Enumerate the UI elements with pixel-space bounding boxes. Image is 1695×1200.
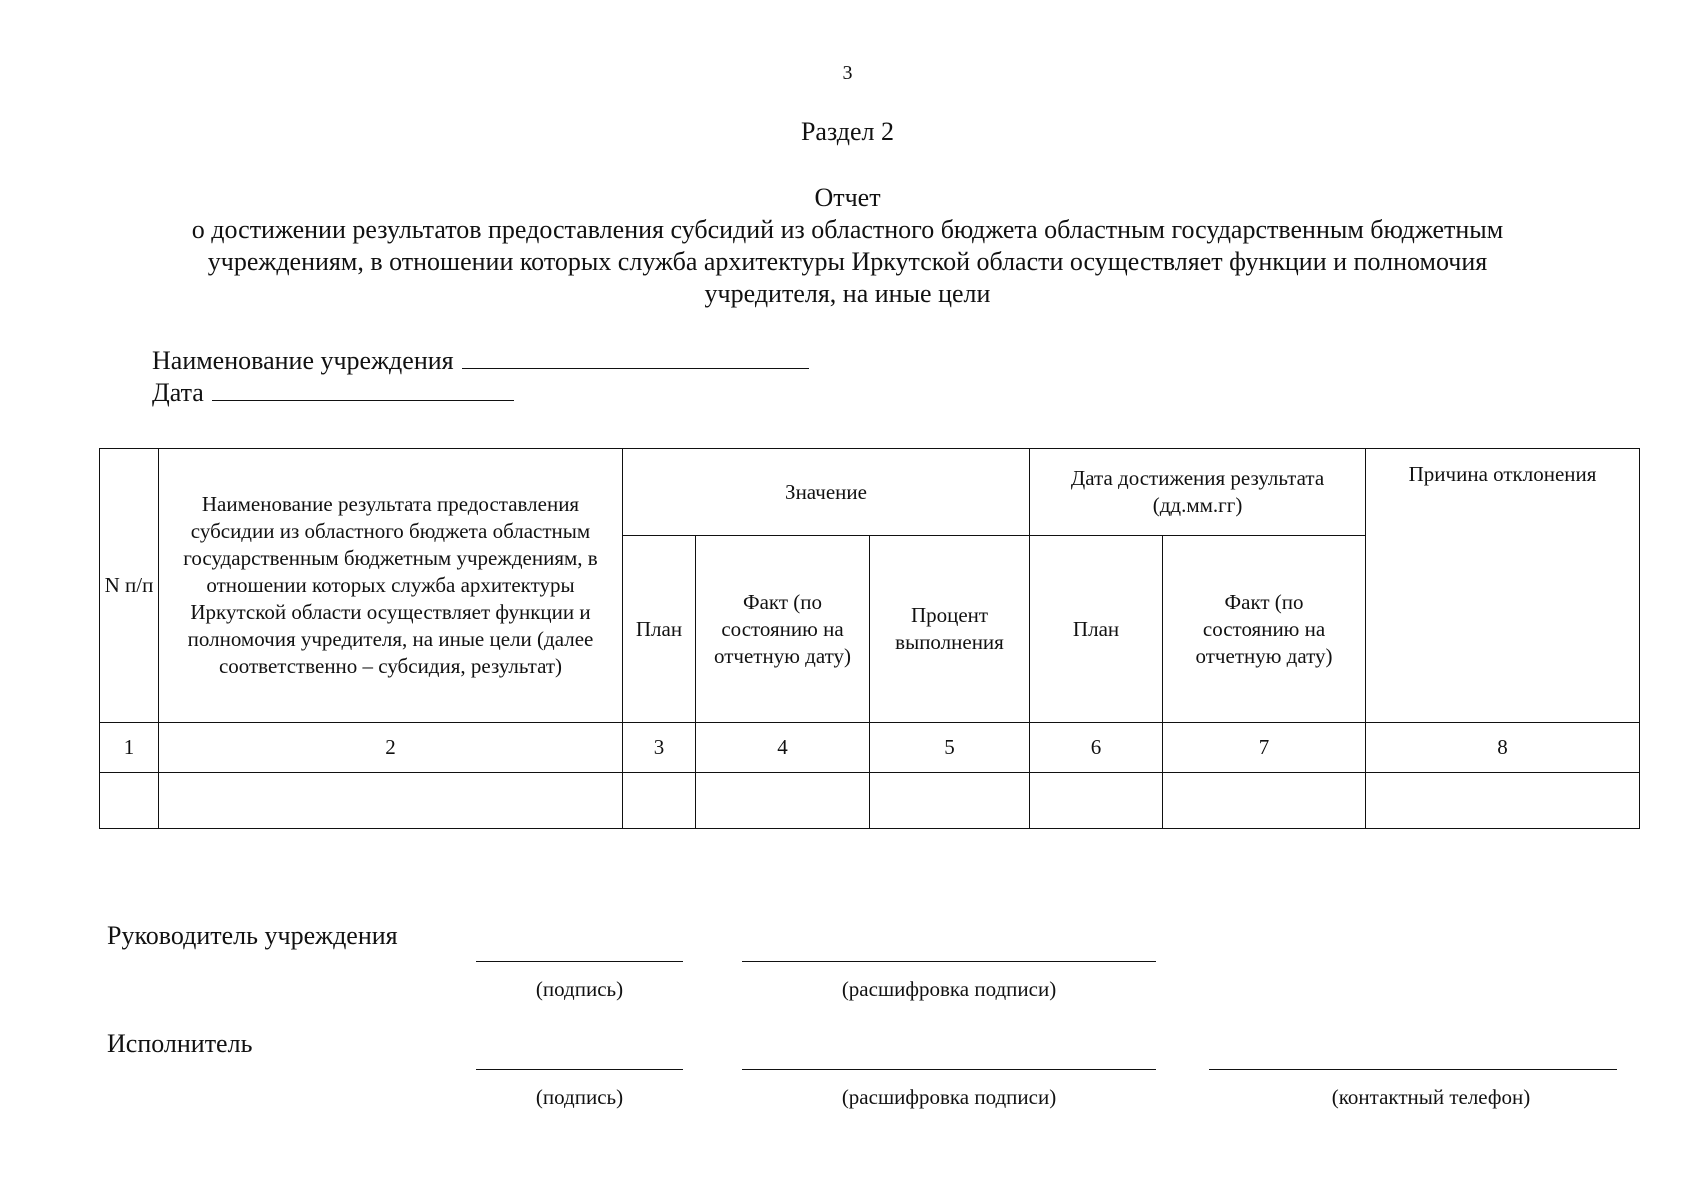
section-title: Раздел 2 — [800, 117, 895, 146]
table-row — [100, 773, 1640, 829]
report-subtitle-line-3: учредителя, на иные цели — [704, 279, 991, 308]
page-number: 3 — [842, 62, 853, 84]
report-heading — [90, 182, 1605, 310]
head-decoding-line[interactable] — [742, 961, 1156, 962]
header-num: N п/п — [100, 449, 159, 723]
column-number-row — [100, 723, 1640, 773]
executor-phone-caption: (контактный телефон) — [1331, 1085, 1531, 1109]
table-cell[interactable] — [1163, 773, 1366, 829]
head-signature-line[interactable] — [476, 961, 683, 962]
date-label: Дата — [152, 378, 204, 407]
head-label: Руководитель учреждения — [107, 921, 398, 950]
column-number: 3 — [623, 723, 696, 773]
column-number: 4 — [696, 723, 870, 773]
head-signature-caption: (подпись) — [535, 977, 624, 1001]
head-decoding-caption: (расшифровка подписи) — [841, 977, 1057, 1001]
header-date-plan: План — [1030, 536, 1163, 723]
institution-name-blank[interactable] — [462, 346, 809, 369]
header-date-fact: Факт (по состоянию на отчетную дату) — [1163, 536, 1366, 723]
header-plan: План — [623, 536, 696, 723]
report-table — [99, 448, 1640, 829]
table-cell[interactable] — [100, 773, 159, 829]
header-result-name: Наименование результата предоставления субсидии из областного бюджета областным государственным бюджетным учреждениям, в отношении которых служба архитектуры Иркутской области осуществляет функции и полномочия учредителя, на иные цели (далее соответственно – субсидия, результат) — [159, 449, 623, 723]
column-number: 5 — [870, 723, 1030, 773]
table-header-row-1 — [100, 449, 1640, 536]
date-field — [152, 378, 514, 408]
column-number: 7 — [1163, 723, 1366, 773]
table-cell[interactable] — [1366, 773, 1640, 829]
table-cell[interactable] — [1030, 773, 1163, 829]
column-number: 1 — [100, 723, 159, 773]
header-value-group: Значение — [623, 449, 1030, 536]
executor-label: Исполнитель — [107, 1029, 253, 1058]
header-fact: Факт (по состоянию на отчетную дату) — [696, 536, 870, 723]
report-subtitle-line-1: о достижении результатов предоставления субсидий из областного бюджета областным государственным бюджетным — [191, 215, 1504, 244]
executor-signature-line[interactable] — [476, 1069, 683, 1070]
header-deviation-reason: Причина отклонения — [1366, 449, 1640, 723]
header-percent: Процент выполнения — [870, 536, 1030, 723]
column-number: 8 — [1366, 723, 1640, 773]
header-date-group: Дата достижения результата (дд.мм.гг) — [1030, 449, 1366, 536]
column-number: 6 — [1030, 723, 1163, 773]
executor-signature-caption: (подпись) — [535, 1085, 624, 1109]
institution-name-label: Наименование учреждения — [152, 346, 454, 375]
table-cell[interactable] — [870, 773, 1030, 829]
institution-name-field — [152, 346, 809, 376]
executor-phone-line[interactable] — [1209, 1069, 1617, 1070]
date-blank[interactable] — [212, 378, 514, 401]
report-title: Отчет — [814, 183, 881, 212]
executor-decoding-line[interactable] — [742, 1069, 1156, 1070]
column-number: 2 — [159, 723, 623, 773]
table-cell[interactable] — [159, 773, 623, 829]
executor-decoding-caption: (расшифровка подписи) — [841, 1085, 1057, 1109]
report-subtitle-line-2: учреждениям, в отношении которых служба архитектуры Иркутской области осуществляет функции и полномочия — [207, 247, 1488, 276]
table-cell[interactable] — [696, 773, 870, 829]
table-cell[interactable] — [623, 773, 696, 829]
